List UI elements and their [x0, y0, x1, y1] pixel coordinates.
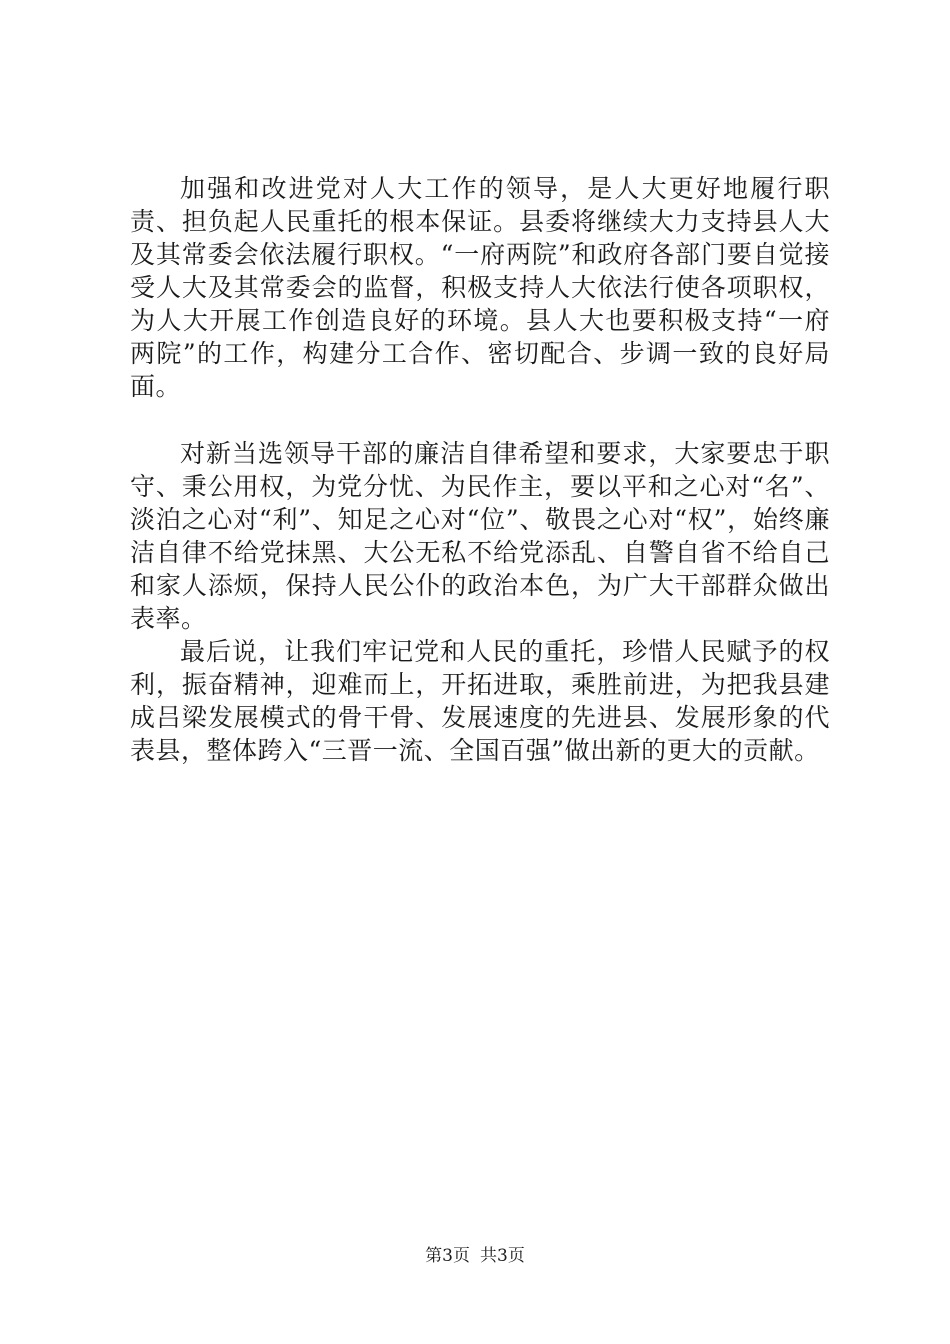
page-footer: [0, 1246, 950, 1266]
paragraph-integrity-requirements: 对新当选领导干部的廉洁自律希望和要求，大家要忠于职守、秉公用权，为党分忧、为民作主，要以平和之心对“名”、淡泊之心对“利”、知足之心对“位”、敬畏之心对“权”，始终廉洁自律不给党抹黑、大公无私不给党添乱、自警自省不给自己和家人添烦，保持人民公仆的政治本色，为广大干部群众做出表率。: [130, 439, 830, 633]
page-number: 第3页: [425, 1246, 470, 1266]
paragraph-party-leadership: 加强和改进党对人大工作的领导，是人大更好地履行职责、担负起人民重托的根本保证。县委将继续大力支持县人大及其常委会依法履行职权。“一府两院”和政府各部门要自觉接受人大及其常委会的监督，积极支持人大依法行使各项职权，为人大开展工作创造良好的环境。县人大也要积极支持“一府两院”的工作，构建分工合作、密切配合、步调一致的良好局面。: [130, 174, 830, 401]
page-total: 共3页: [480, 1246, 525, 1266]
paragraph-spacer: [130, 403, 830, 437]
paragraph-closing-remarks: 最后说，让我们牢记党和人民的重托，珍惜人民赋予的权利，振奋精神，迎难而上，开拓进取，乘胜前进，为把我县建成吕梁发展模式的骨干骨、发展速度的先进县、发展形象的代表县，整体跨入“三晋一流、全国百强”做出新的更大的贡献。: [130, 637, 830, 765]
document-body: [130, 172, 830, 767]
